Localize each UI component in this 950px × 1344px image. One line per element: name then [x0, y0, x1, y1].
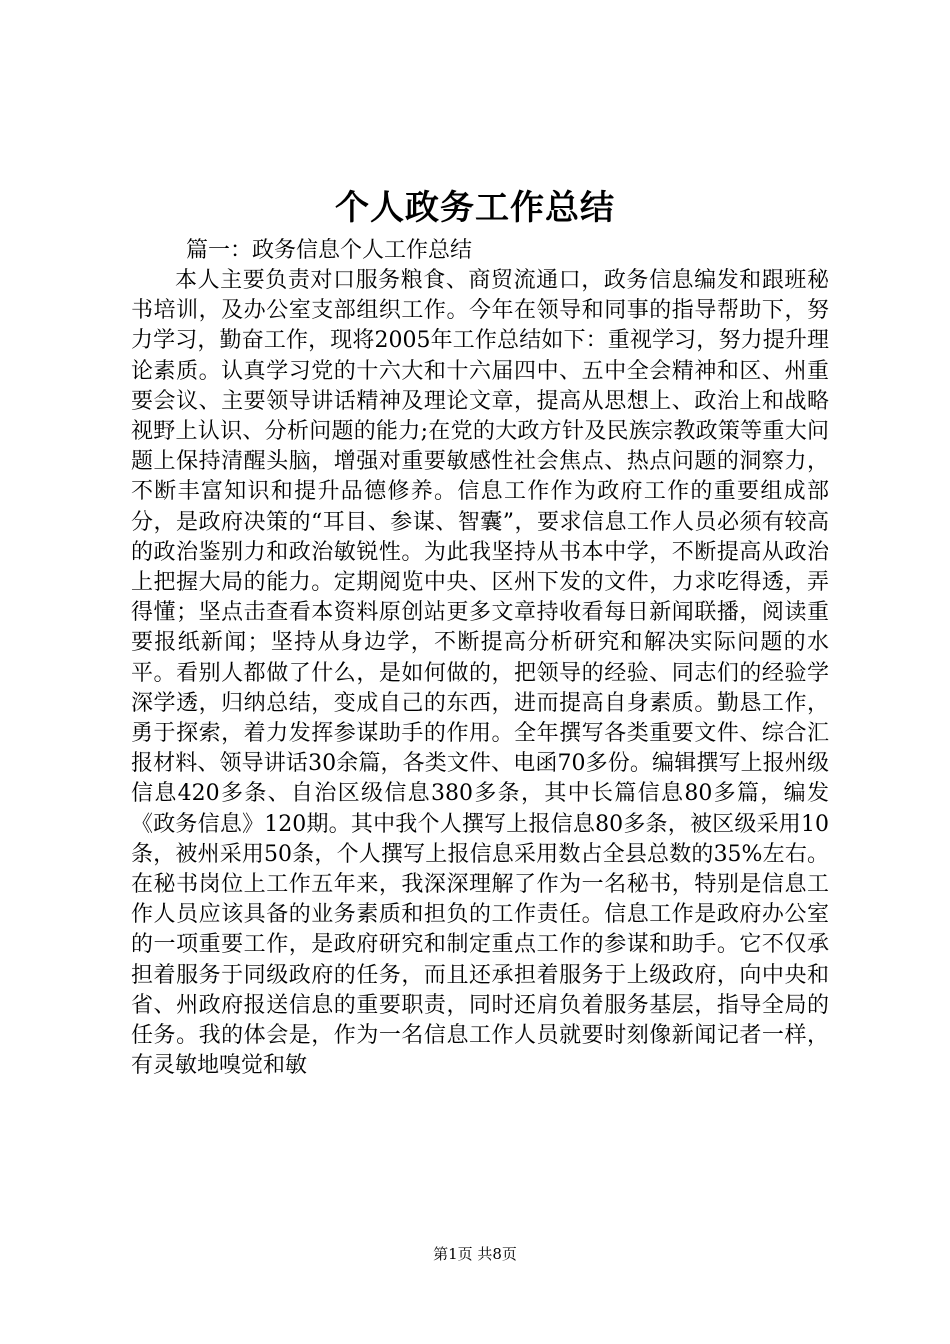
body-paragraph: 本人主要负责对口服务粮食、商贸流通口，政务信息编发和跟班秘书培训，及办公室支部组织工作。今年在领导和同事的指导帮助下，努力学习，勤奋工作，现将2005年工作总结如下：重视学习，努力提升理论素质。认真学习党的十六大和十六届四中、五中全会精神和区、州重要会议、主要领导讲话精神及理论文章，提高从思想上、政治上和战略视野上认识、分析问题的能力;在党的大政方针及民族宗教政策等重大问题上保持清醒头脑，增强对重要敏感性社会焦点、热点问题的洞察力，不断丰富知识和提升品德修养。信息工作作为政府工作的重要组成部分，是政府决策的“耳目、参谋、智囊”，要求信息工作人员必须有较高的政治鉴别力和政治敏锐性。为此我坚持从书本中学，不断提高从政治上把握大局的能力。定期阅览中央、区州下发的文件，力求吃得透，弄得懂；坚点击查看本资料原创站更多文章持收看每日新闻联播，阅读重要报纸新闻；坚持从身边学，不断提高分析研究和解决实际问题的水平。看别人都做了什么，是如何做的，把领导的经验、同志们的经验学深学透，归纳总结，变成自己的东西，进而提高自身素质。勤恳工作，勇于探索，着力发挥参谋助手的作用。全年撰写各类重要文件、综合汇报材料、领导讲话30余篇，各类文件、电函70多份。编辑撰写上报州级信息420多条、自治区级信息380多条，其中长篇信息80多篇，编发《政务信息》120期。其中我个人撰写上报信息80多条，被区级采用10条，被州采用50条，个人撰写上报信息采用数占全县总数的35%左右。在秘书岗位上工作五年来，我深深理解了作为一名秘书，特别是信息工作人员应该具备的业务素质和担负的工作责任。信息工作是政府办公室的一项重要工作，是政府研究和制定重点工作的参谋和助手。它不仅承担着服务于同级政府的任务，而且还承担着服务于上级政府，向中央和省、州政府报送信息的重要职责，同时还肩负着服务基层，指导全局的任务。我的体会是，作为一名信息工作人员就要时刻像新闻记者一样，有灵敏地嗅觉和敏: [131, 268, 829, 1079]
page-indicator: 第1页 共8页: [433, 1245, 517, 1263]
document-title: 个人政务工作总结: [335, 188, 615, 228]
section-heading: 篇一：政务信息个人工作总结: [186, 238, 473, 263]
